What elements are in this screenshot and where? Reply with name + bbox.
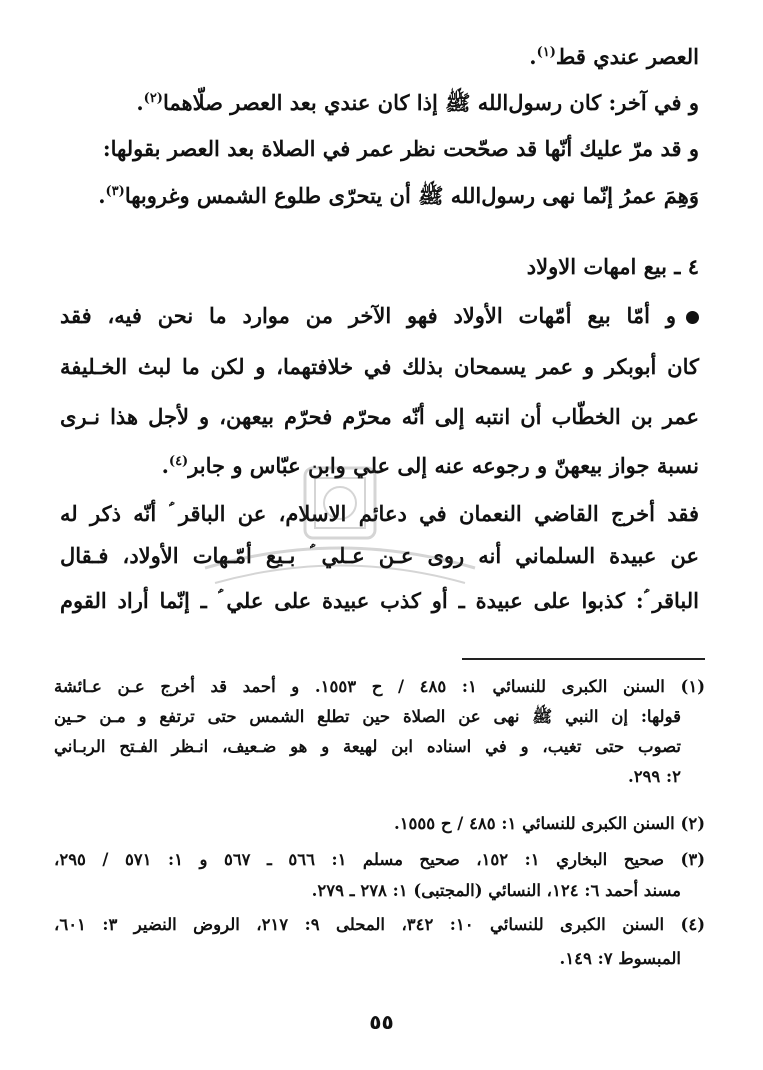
page-number: ٥٥: [369, 1010, 394, 1034]
footnote-4-line-1: (٤) السنن الكبرى للنسائي ١٠: ٣٤٢، المحلى ٩: ٢١٧، الروض النضير ٣: ٦٠١،: [54, 915, 705, 934]
footnote-3-line-1: (٣) صحيح البخاري ١: ١٥٢، صحيح مسلم ١: ٥٦٦ ـ ٥٦٧ و ١: ٥٧١ / ٢٩٥،: [54, 850, 706, 869]
body-line-2: و في آخر: كان رسول‌الله ﷺ إذا كان عندي بعد العصر صلّاهما$^{(٢)}$.: [136, 90, 699, 115]
body-line-5: و أمّا بيع أمّهات الأولاد فهو الآخر من موارد ما نحن فيه، فقد: [60, 301, 699, 335]
footnote-4-line-2: المبسوط ٧: ١٤٩.: [559, 949, 681, 968]
body-line-9: فقد أخرج القاضي النعمان في دعائم الاسلام، عن الباقر ؑ أنّه ذكر له: [60, 501, 699, 526]
footnote-ref-2[interactable]: (٢): [143, 91, 163, 106]
footnote-divider: [462, 658, 705, 660]
body-line-7: عمر بن الخطّاب أن انتبه إلى أنّه محرّم فحرّم بيعهن، و لأجل هذا نـرى: [60, 404, 699, 429]
body-line-11: الباقر ؑ: كذبوا على عبيدة ـ أو كذب عبيدة على علي ؑ ـ إنّما أراد القوم: [60, 588, 699, 613]
body-line-3: و قد مرّ عليك أنّها قد صحّحت نظر عمر في الصلاة بعد العصر بقولها:: [102, 136, 699, 161]
bullet-icon: [686, 311, 699, 324]
footnote-ref-3[interactable]: (٣): [105, 184, 125, 199]
body-line-4: وَهِمَ عمرُ إنّما نهى رسول‌الله ﷺ أن يتحرّى طلوع الشمس وغروبها$^{(٣)}$.: [98, 183, 699, 208]
footnote-3-line-2: مسند أحمد ٦: ١٢٤، النسائي (المجتبى) ١: ٢٧٨ ـ ٢٧٩.: [311, 881, 681, 900]
footnote-1-line-3: تصوب حتى تغيب، و في اسناده ابن لهيعة و هو ضـعيف، انـظر الفـتح الربـاني: [54, 737, 681, 756]
footnote-ref-1[interactable]: (١): [536, 45, 556, 60]
body-line-10: عن عبيدة السلماني أنه روى عـن عـلي ؑ بـيع أمّـهات الأولاد، فـقال: [60, 543, 699, 568]
footnote-1-line-4: ٢: ٢٩٩.: [627, 767, 681, 786]
body-line-6: كان أبوبكر و عمر يسمحان بذلك في خلافتهما، و لكن ما لبث الخـليفة: [60, 354, 699, 379]
footnote-2: (٢) السنن الكبرى للنسائي ١: ٤٨٥ / ح ١٥٥٥.: [393, 814, 705, 833]
body-line-1: العصر عندي قط$^{(١)}$.: [529, 44, 699, 69]
footnote-ref-4[interactable]: (٤): [168, 454, 189, 469]
footnote-1-line-1: (١) السنن الكبرى للنسائي ١: ٤٨٥ / ح ١٥٥٣. و أحمد قد أخرج عـن عـائشة: [54, 677, 705, 696]
section-heading: ٤ ـ بيع امهات الاولاد: [526, 254, 699, 279]
footnote-1-line-2: قولها: إن النبي ﷺ نهى عن الصلاة حين تطلع الشمس حتى ترتفع و مـن حـين: [54, 707, 681, 726]
body-line-8: نسبة جواز بيعهنّ و رجوعه عنه إلى علي وابن عبّاس و جابر$^{(٤)}$.: [161, 453, 699, 478]
